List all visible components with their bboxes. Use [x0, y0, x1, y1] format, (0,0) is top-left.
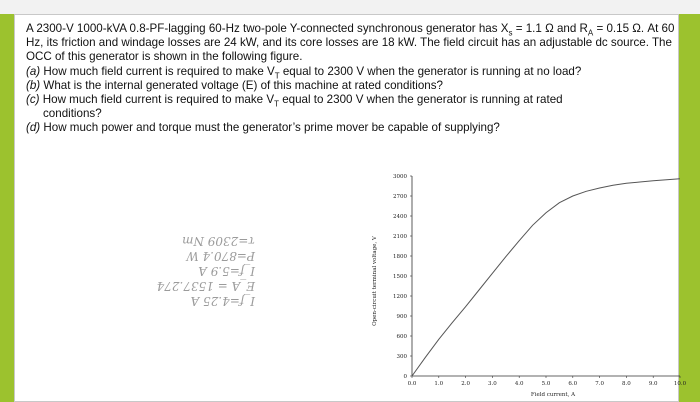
x-tick-label: 4.0	[514, 381, 524, 387]
x-tick-label: 3.0	[488, 381, 497, 387]
hw-line: E_A = 1537.274	[156, 279, 255, 293]
x-tick-label: 2.0	[461, 381, 470, 387]
y-tick-label: 900	[396, 314, 407, 320]
y-tick-label: 0	[403, 374, 407, 380]
top-strip	[0, 0, 700, 14]
y-tick-label: 1500	[393, 274, 407, 280]
question-part-c-cont: conditions?	[43, 107, 102, 121]
hw-line: P=870.4 W	[186, 249, 255, 263]
x-axis-label: Field current, A	[530, 392, 576, 398]
occ-curve	[412, 179, 680, 376]
hw-line: I_f=4.25 A	[190, 294, 255, 308]
handwritten-notes	[157, 233, 255, 308]
x-tick-label: 7.0	[595, 381, 604, 387]
y-tick-label: 2400	[393, 214, 407, 220]
y-tick-label: 600	[396, 334, 407, 340]
question-part-a: (a) How much field current is required to make $V_T$ equal to 2300 V when the generator is running at no load?	[26, 64, 582, 80]
y-tick-label: 1200	[393, 294, 407, 300]
x-tick-label: 5.0	[541, 381, 551, 387]
x-tick-label: 8.0	[622, 381, 631, 387]
x-tick-label: 10.0	[673, 381, 687, 387]
x-tick-label: 6.0	[568, 381, 578, 387]
y-tick-label: 3000	[393, 174, 407, 180]
y-tick-label: 300	[396, 354, 407, 360]
question-part-c: (c) How much field current is required to make $V_T$ equal to 2300 V when the generator is running at rated	[26, 93, 563, 109]
y-tick-label: 2100	[393, 234, 407, 240]
question-intro: A 2300-V 1000-kVA 0.8-PF-lagging 60-Hz two-pole Y-connected synchronous generator has $X_s = 1.1$ Ω and $R_A = 0.15$ Ω. At 60 Hz, its friction and windage losses are 24 kW, and its core losses are 18 kW. The field circuit has an adjustable dc source. The OCC of this generator is shown in the following figure.	[26, 22, 675, 64]
question-part-d: (d) How much power and torque must the generator’s prime mover be capable of supplying?	[26, 121, 500, 135]
y-tick-label: 1800	[393, 254, 407, 260]
question-part-b: (b) What is the internal generated voltage (E) of this machine at rated conditions?	[26, 78, 443, 92]
occ-chart	[360, 170, 690, 398]
x-tick-label: 1.0	[434, 381, 444, 387]
y-axis-label: Open-circuit terminal voltage, V	[372, 236, 378, 326]
y-tick-label: 2700	[393, 194, 407, 200]
x-tick-label: 9.0	[648, 381, 658, 387]
x-tick-label: 0.0	[407, 381, 417, 387]
hw-line: I_f=5.9 A	[198, 264, 255, 278]
hw-line: τ=2309 Nm	[182, 234, 255, 248]
question-text	[26, 22, 681, 136]
